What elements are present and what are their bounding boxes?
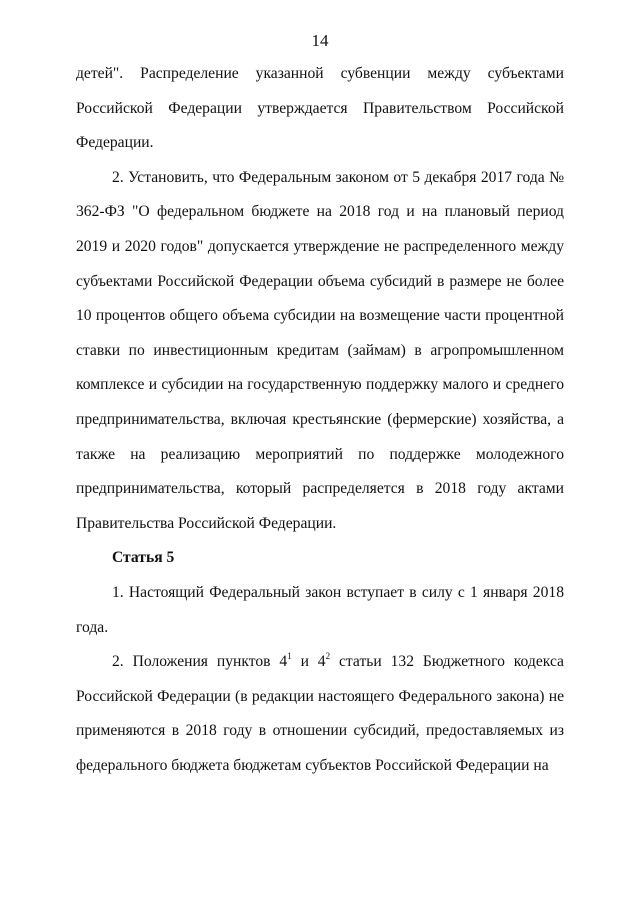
paragraph-text-part: 2. Положения пунктов 4 bbox=[112, 653, 288, 671]
paragraph-article-5-item-2 bbox=[76, 645, 564, 783]
article-heading: Статья 5 bbox=[112, 549, 175, 567]
superscript: 1 bbox=[287, 651, 292, 662]
paragraph-item-2: 2. Установить, что Федеральным законом от 5 декабря 2017 года № 362-ФЗ "О федеральном бюджете на 2018 год и на плановый период 2019 и 2020 годов" допускается утверждение не распределенного между субъектами Российской Федерации объема субсидий в размере не более 10 процентов общего объема субсидии на возмещение части процентной ставки по инвестиционным кредитам (займам) в агропромышленном комплексе и субсидии на государственную поддержку малого и среднего предпринимательства, включая крестьянские (фермерские) хозяйства, а также на реализацию мероприятий по поддержке молодежного предпринимательства, который распределяется в 2018 году актами Правительства Российской Федерации. bbox=[76, 168, 564, 532]
document-body bbox=[76, 57, 564, 783]
superscript: 2 bbox=[325, 651, 331, 662]
paragraph-article-5-item-1: 1. Настоящий Федеральный закон вступает в силу с 1 января 2018 года. bbox=[76, 583, 564, 636]
paragraph-text-part: статьи 132 Бюджетного кодекса Российской Федерации (в редакции настоящего Федерального закона) не применяются в 2018 году в отношении субсидий, предоставляемых из федерального бюджета бюджетам субъектов Российской Федерации на bbox=[76, 653, 564, 774]
page-number: 14 bbox=[311, 31, 329, 50]
paragraph-text-part: и 4 bbox=[291, 653, 326, 671]
paragraph-continuation: детей". Распределение указанной субвенции между субъектами Российской Федерации утверждается Правительством Российской Федерации. bbox=[76, 65, 564, 152]
